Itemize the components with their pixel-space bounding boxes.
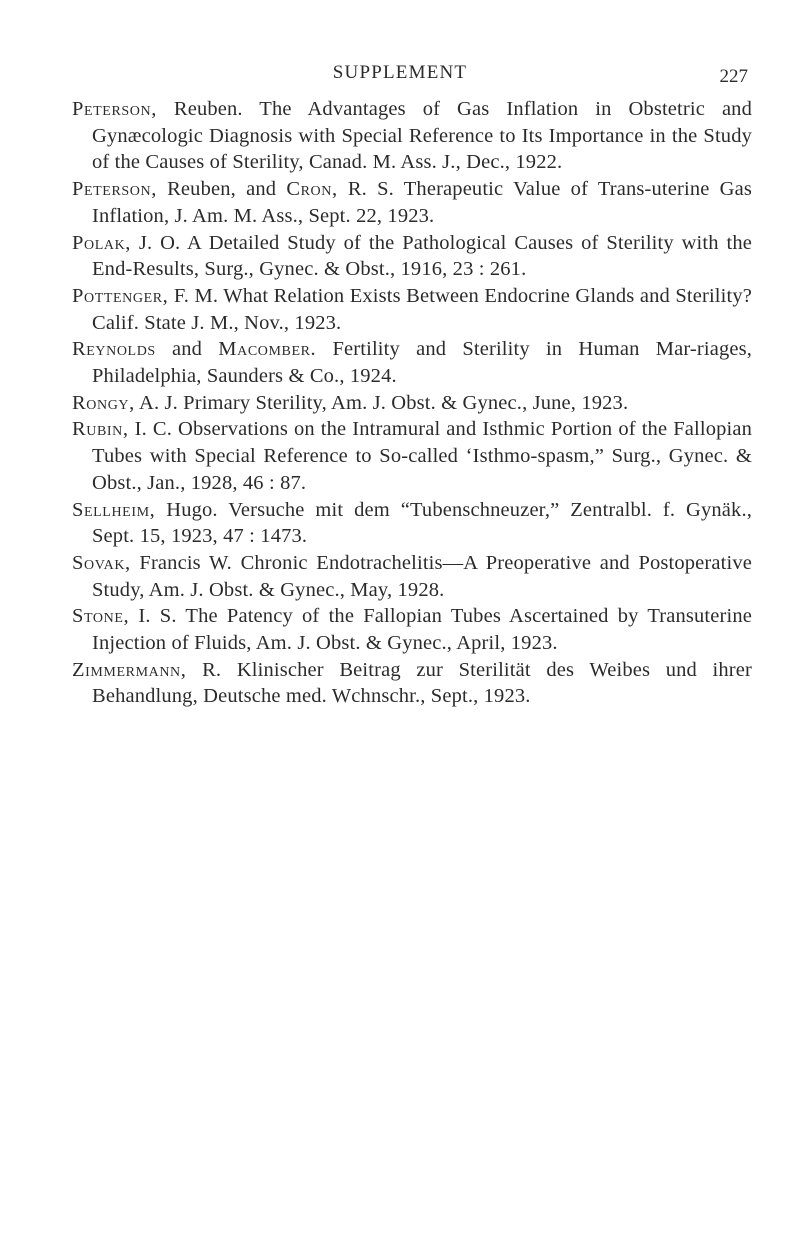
page-number: 227: [719, 66, 748, 87]
reference-text: Reuben, and: [156, 178, 287, 201]
reference-text: Reuben. The Advantages of Gas Inflation in Obstetric and Gynæcologic Diagnosis with Special Reference to Its Importance in the Study of the Causes of Sterility, Canad. M. Ass. J., Dec., 1922.: [92, 98, 752, 174]
reference-text: Hugo. Versuche mit dem “Tubenschneuzer,” Zentralbl. f. Gynäk., Sept. 15, 1923, 47 : 1473.: [92, 498, 752, 548]
bibliography-list: [72, 96, 752, 710]
reference-entry: [72, 336, 752, 389]
reference-author: Stone,: [72, 605, 130, 628]
reference-entry: [72, 96, 752, 176]
reference-author: Reynolds: [72, 338, 156, 361]
reference-entry: [72, 416, 752, 496]
reference-author: Rubin,: [72, 418, 129, 441]
reference-text: I. S. The Patency of the Fallopian Tubes Ascertained by Transuterine Injection of Fluids, Am. J. Obst. & Gynec., April, 1923.: [92, 605, 752, 655]
reference-author: Sellheim,: [72, 498, 156, 521]
reference-text: Fertility and Sterility in Human Mar-riages, Philadelphia, Saunders & Co., 1924.: [92, 338, 752, 388]
reference-author: Rongy,: [72, 391, 135, 414]
reference-author: Peterson,: [72, 98, 157, 120]
reference-coauthor: Macomber.: [218, 338, 317, 361]
reference-entry: [72, 550, 752, 603]
reference-entry: [72, 230, 752, 283]
reference-text: I. C. Observations on the Intramural and Isthmic Portion of the Fallopian Tubes with Special Reference to So-called ‘Isthmo-spasm,” Surg., Gynec. & Obst., Jan., 1928, 46 : 87.: [92, 418, 752, 494]
reference-author: Peterson,: [72, 178, 157, 201]
reference-text: J. O. A Detailed Study of the Pathological Causes of Sterility with the End-Results, Surg., Gynec. & Obst., 1916, 23 : 261.: [92, 231, 752, 281]
running-head: SUPPLEMENT: [332, 62, 468, 83]
reference-author: Polak,: [72, 231, 132, 254]
reference-entry: [72, 497, 752, 550]
reference-entry: [72, 283, 752, 336]
reference-text: R. Klinischer Beitrag zur Sterilität des Weibes und ihrer Behandlung, Deutsche med. Wchnschr., Sept., 1923.: [92, 658, 752, 708]
reference-author: Pottenger,: [72, 284, 169, 307]
reference-entry: [72, 176, 752, 229]
reference-text: A. J. Primary Sterility, Am. J. Obst. & Gynec., June, 1923.: [134, 391, 629, 414]
reference-entry: [72, 390, 752, 417]
reference-entry: [72, 657, 752, 710]
reference-text: R. S. Therapeutic Value of Trans-uterine Gas Inflation, J. Am. M. Ass., Sept. 22, 1923.: [92, 178, 753, 227]
reference-text: and: [155, 338, 219, 361]
reference-coauthor: Cron,: [286, 178, 338, 201]
reference-text: F. M. What Relation Exists Between Endocrine Glands and Sterility? Calif. State J. M., Nov., 1923.: [92, 284, 752, 334]
reference-author: Zimmermann,: [72, 658, 187, 681]
reference-entry: [72, 603, 752, 656]
reference-text: Francis W. Chronic Endotrachelitis—A Preoperative and Postoperative Study, Am. J. Obst. & Gynec., May, 1928.: [92, 551, 752, 601]
reference-author: Sovak,: [72, 551, 131, 574]
